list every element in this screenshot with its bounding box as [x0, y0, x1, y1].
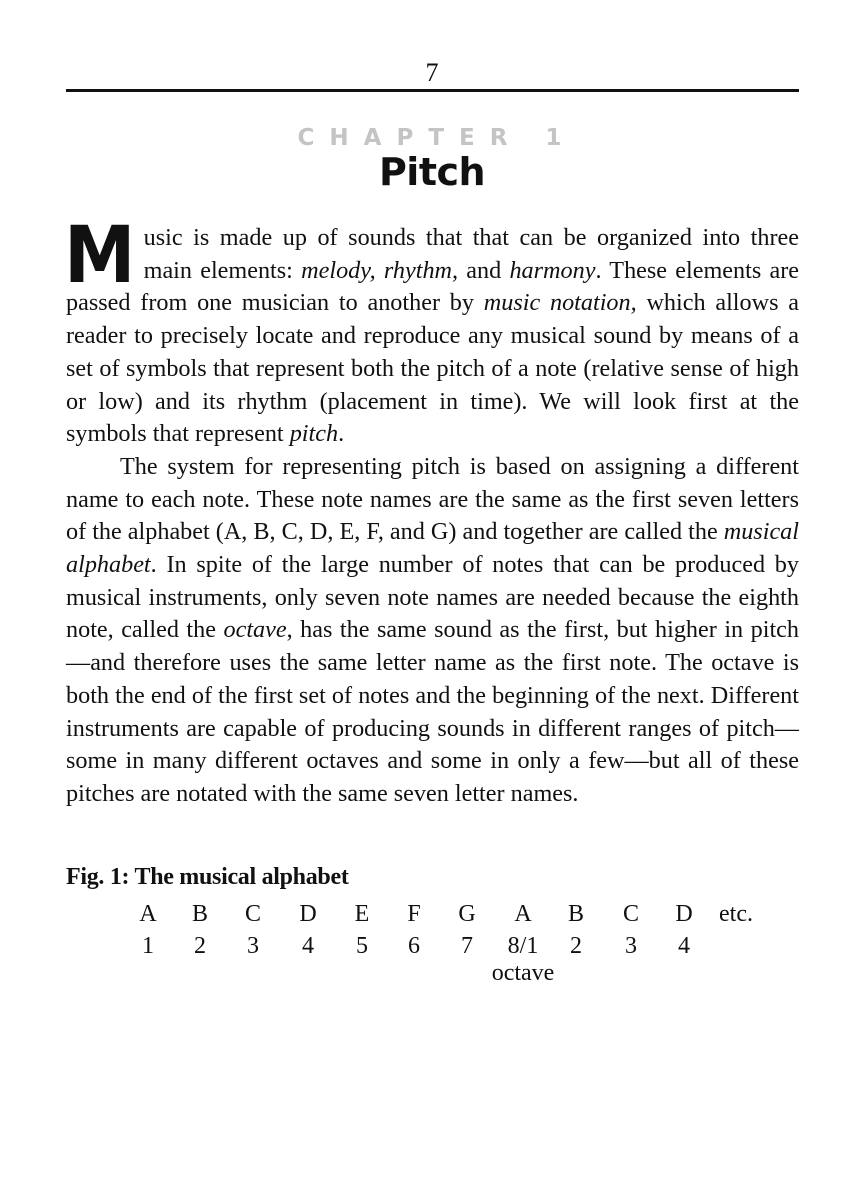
note-number: 3	[625, 933, 637, 959]
emphasized-term: octave	[223, 616, 287, 644]
note-number: 3	[247, 933, 259, 959]
body-text	[64, 211, 800, 811]
header-rule	[66, 89, 799, 92]
note-letter: etc.	[719, 901, 753, 927]
note-letter: B	[191, 901, 209, 927]
note-letter: G	[458, 901, 476, 927]
note-letter: C	[622, 901, 640, 927]
paragraph-2	[66, 451, 799, 811]
note-letter: D	[299, 901, 317, 927]
chapter-label: CHAPTER 1	[297, 125, 577, 151]
paragraph-1-body	[64, 211, 800, 448]
note-number: 2	[194, 933, 206, 959]
figure-numbers-row	[0, 931, 864, 961]
text-run: The system for representing pitch is based on assigning a different name to each note. These note names are the same as the first seven letters of the alphabet (A, B, C, D, E, F, and G) and together are called the	[66, 452, 799, 546]
note-letter: E	[354, 901, 370, 927]
text-run: usic is made up of sounds that that can be organized into three main elements:	[143, 224, 799, 284]
note-letter: A	[514, 901, 532, 927]
text-run: . In spite of the large number of notes that can be produced by musical instruments, only seven note names are needed because the eighth note, called the	[66, 551, 799, 644]
note-number: 8/1	[507, 933, 539, 959]
figure-caption: Fig. 1: The musical alphabet	[66, 864, 349, 890]
emphasized-term: harmony	[509, 256, 596, 284]
text-run: . These elements are passed from one musician to another by	[66, 256, 799, 317]
drop-cap: M	[64, 211, 134, 301]
emphasized-term: pitch	[289, 420, 339, 448]
octave-label: octave	[491, 960, 555, 986]
note-letter: C	[244, 901, 262, 927]
note-number: 7	[461, 933, 473, 959]
text-run: which allows a reader to precisely locate and reproduce any musical sound by means of a set of symbols that represent both the pitch of a note (relative sense of high or low) and its rhythm (placement in time). We will look first at the symbols that represent	[66, 289, 800, 448]
note-letter: A	[139, 901, 157, 927]
page-number: 7	[425, 58, 439, 87]
note-number: 4	[678, 933, 690, 959]
text-run: , has the same sound as the first, but higher in pitch—and therefore uses the same letter name as the first note. The octave is both the end of the first set of notes and the beginning of the next. Different instruments are capable of producing sounds in different ranges of pitch—some in many different octaves and some in only a few—but all of these pitches are notated with the same seven letter names.	[66, 616, 799, 807]
paragraph-1	[64, 211, 800, 451]
note-number: 2	[570, 933, 582, 959]
emphasized-term: melody, rhythm,	[301, 256, 459, 284]
figure-octave-row	[0, 958, 864, 988]
emphasized-term: music notation,	[483, 289, 637, 317]
emphasized-term: musical alphabet	[66, 518, 799, 579]
note-letter: B	[567, 901, 585, 927]
note-letter: F	[407, 901, 421, 927]
figure-letters-row	[0, 899, 864, 929]
paragraph-2-body	[66, 453, 799, 807]
text-run: and	[458, 256, 510, 284]
note-number: 5	[356, 933, 368, 959]
chapter-title: Pitch	[378, 150, 486, 194]
text-run: .	[338, 420, 345, 448]
note-number: 4	[302, 933, 314, 959]
note-number: 1	[142, 933, 154, 959]
note-letter: D	[675, 901, 693, 927]
note-number: 6	[408, 933, 420, 959]
